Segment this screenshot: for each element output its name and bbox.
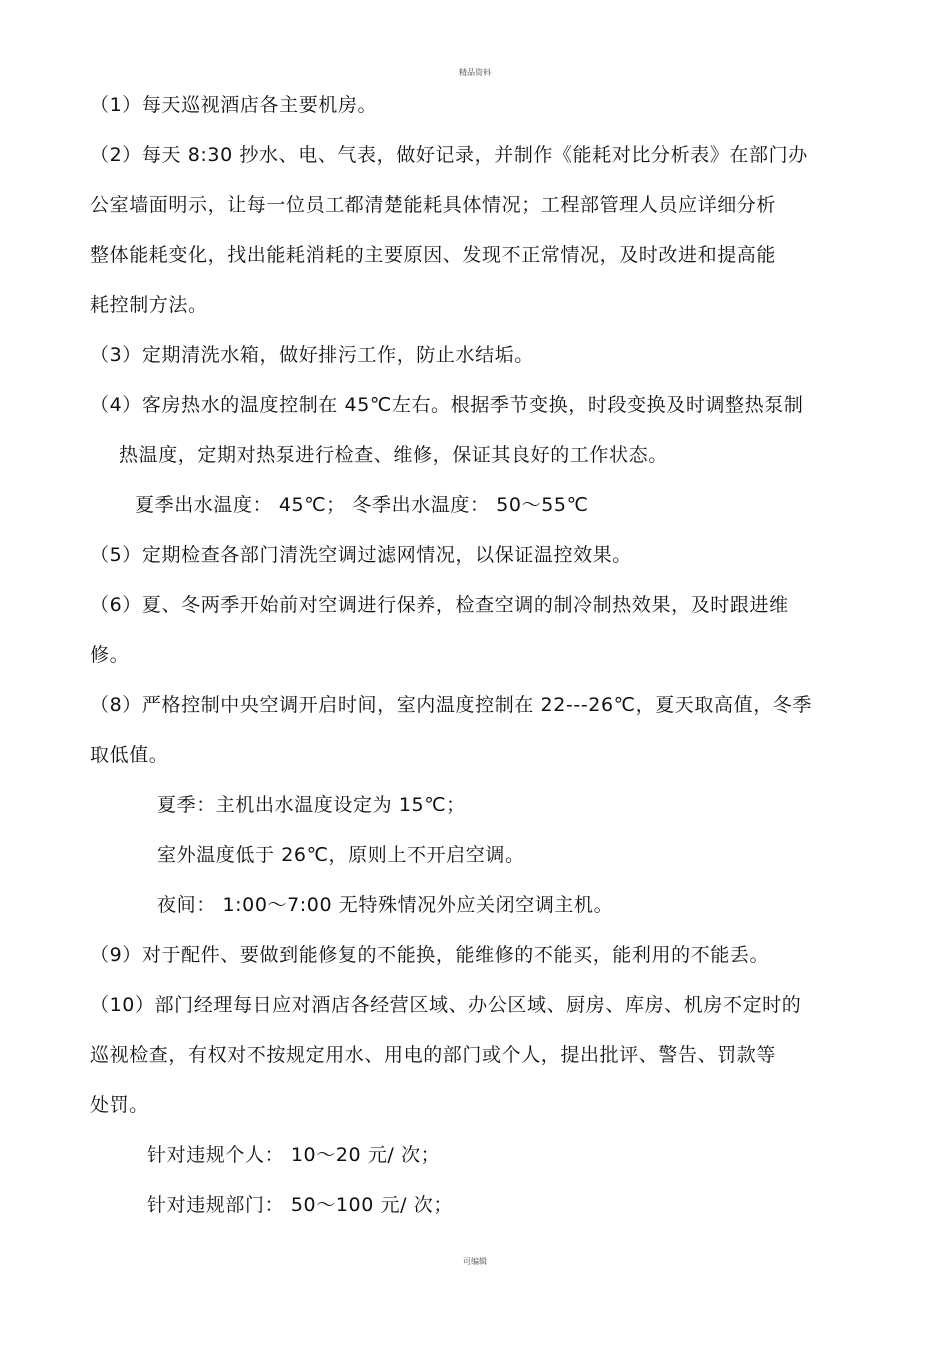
text-line: （3）定期清洗水箱，做好排污工作，防止水结垢。 — [90, 344, 534, 366]
text-line: 取低值。 — [90, 744, 169, 766]
text-line: 针对违规个人： 10～20 元/ 次； — [147, 1144, 441, 1166]
text-line: 夏季：主机出水温度设定为 15℃； — [157, 794, 466, 816]
text-line: （4）客房热水的温度控制在 45℃左右。根据季节变换，时段变换及时调整热泵制 — [90, 394, 804, 416]
text-line: （5）定期检查各部门清洗空调过滤网情况，以保证温控效果。 — [90, 544, 632, 566]
text-line: 夜间： 1:00～7:00 无特殊情况外应关闭空调主机。 — [157, 894, 614, 916]
text-line: 夏季出水温度： 45℃； 冬季出水温度： 50～55℃ — [135, 494, 589, 516]
text-line: 室外温度低于 26℃，原则上不开启空调。 — [157, 844, 525, 866]
page-header: 精品资料 — [459, 68, 491, 77]
text-line: 公室墙面明示，让每一位员工都清楚能耗具体情况；工程部管理人员应详细分析 — [90, 194, 777, 216]
text-line: （10）部门经理每日应对酒店各经营区域、办公区域、厨房、库房、机房不定时的 — [90, 994, 802, 1016]
text-line: 修。 — [90, 644, 130, 666]
text-line: （8）严格控制中央空调开启时间，室内温度控制在 22---26℃，夏天取高值，冬季 — [90, 694, 812, 716]
text-line: 整体能耗变化，找出能耗消耗的主要原因、发现不正常情况，及时改进和提高能 — [90, 244, 777, 266]
text-line: 处罚。 — [90, 1094, 149, 1116]
text-line: （1）每天巡视酒店各主要机房。 — [90, 94, 378, 116]
text-line: 巡视检查，有权对不按规定用水、用电的部门或个人，提出批评、警告、罚款等 — [90, 1044, 777, 1066]
text-line: （2）每天 8:30 抄水、电、气表，做好记录，并制作《能耗对比分析表》在部门办 — [90, 144, 808, 166]
text-line: 耗控制方法。 — [90, 294, 208, 316]
text-line: （9）对于配件、要做到能修复的不能换，能维修的不能买，能利用的不能丢。 — [90, 944, 770, 966]
text-line: （6）夏、冬两季开始前对空调进行保养，检查空调的制冷制热效果，及时跟进维 — [90, 594, 789, 616]
page-footer: 可编辑 — [463, 1257, 487, 1266]
text-line: 热温度，定期对热泵进行检查、维修，保证其良好的工作状态。 — [119, 444, 668, 466]
text-line: 针对违规部门： 50～100 元/ 次； — [147, 1194, 453, 1216]
